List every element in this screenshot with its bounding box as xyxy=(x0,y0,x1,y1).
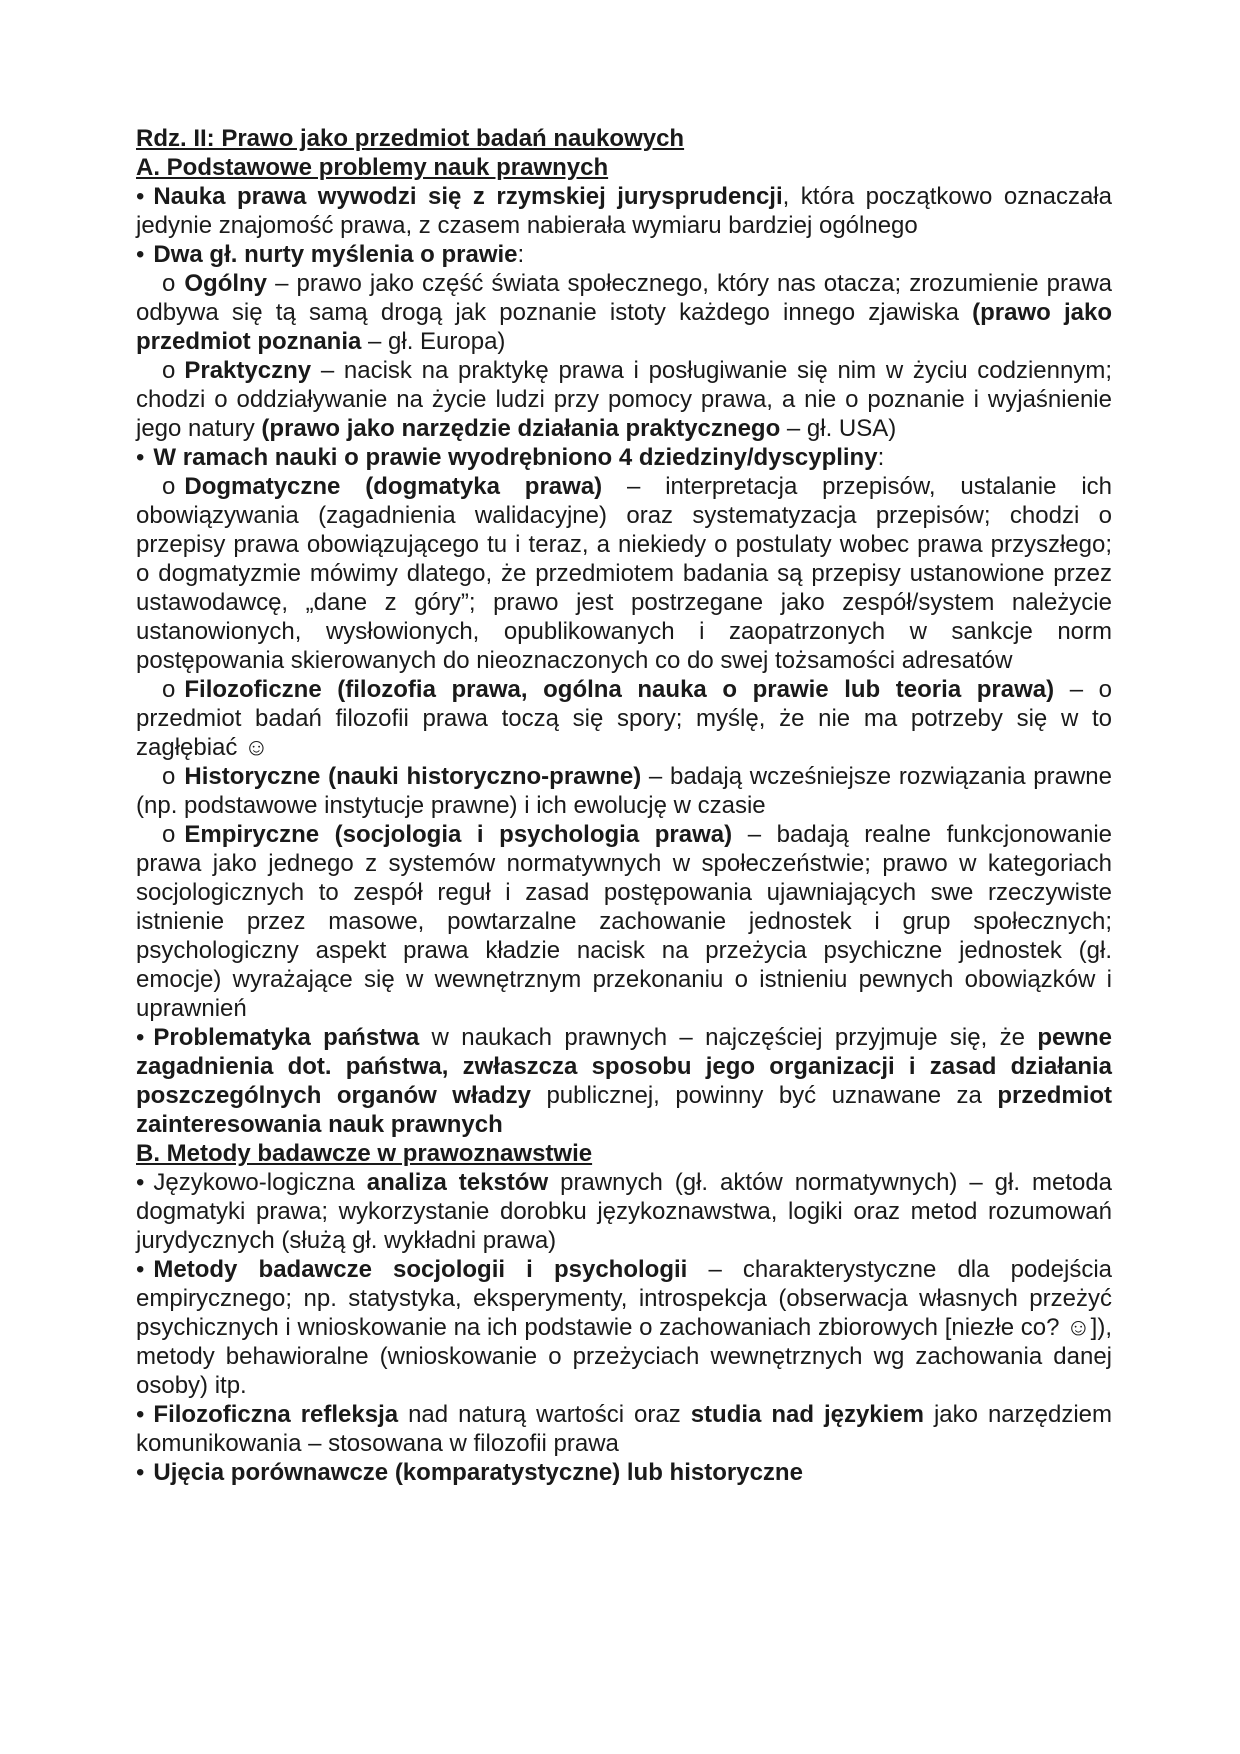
bullet-item xyxy=(136,182,1112,240)
circle-bullet-icon: o xyxy=(162,676,176,703)
text-segment: – charakterystyczne dla podejścia empirycznego; np. statystyka, eksperymenty, introspekcja (obserwacja własnych przeżyć psychicznych i wnioskowanie na ich podstawie o zachowaniach zbiorowych [niezłe co? ☺]), metody behawioralne (wnioskowanie o przeżyciach wewnętrznych wg zachowania danej osoby) itp. xyxy=(136,1256,1112,1399)
text-segment: Problematyka państwa xyxy=(153,1024,420,1051)
text-segment: nad naturą wartości oraz xyxy=(398,1401,691,1428)
text-segment: : xyxy=(517,241,525,268)
text-segment: – interpretacja przepisów, ustalanie ich obowiązywania (zagadnienia walidacyjne) oraz systematyzacja przepisów; chodzi o przepisy prawa obowiązującego tu i teraz, a niekiedy o postulaty wobec prawa przyszłego; o dogmatyzmie mówimy dlatego, że przedmiotem badania są przepisy ustanowione przez ustawodawcę, „dane z góry”; prawo jest postrzegane jako zespół/system należycie ustanowionych, wysłowionych, opublikowanych i zaopatrzonych w sankcje norm postępowania skierowanych do nieoznaczonych co do swej tożsamości adresatów xyxy=(136,473,1112,674)
bullet-icon: • xyxy=(136,183,145,210)
bullet-item xyxy=(136,1168,1112,1255)
text-segment: analiza tekstów xyxy=(366,1169,549,1196)
bullet-item xyxy=(136,240,1112,269)
text-segment: Ogólny xyxy=(184,270,268,297)
bullet-icon: • xyxy=(136,1169,145,1196)
text-segment: Empiryczne (socjologia i psychologia prawa) xyxy=(184,821,733,848)
text-segment: pewne zagadnienia dot. państwa, zwłaszcza sposobu jego organizacji i zasad działania poszczególnych organów władzy xyxy=(136,1024,1112,1109)
circle-bullet-icon: o xyxy=(162,270,176,297)
circle-bullet-icon: o xyxy=(162,821,176,848)
sub-bullet-item xyxy=(136,762,1112,820)
text-segment: Dwa gł. nurty myślenia o prawie xyxy=(153,241,518,268)
bullet-icon: • xyxy=(136,1401,145,1428)
text-segment: Metody badawcze socjologii i psychologii xyxy=(153,1256,688,1283)
bullet-item xyxy=(136,1458,1112,1487)
bullet-icon: • xyxy=(136,1256,145,1283)
text-segment: Historyczne (nauki historyczno-prawne) xyxy=(184,763,642,790)
text-segment: B. Metody badawcze w prawoznawstwie xyxy=(136,1140,593,1167)
text-segment: Językowo-logiczna xyxy=(153,1169,367,1196)
text-segment: Filozoficzne (filozofia prawa, ogólna nauka o prawie lub teoria prawa) xyxy=(184,676,1055,703)
bullet-item xyxy=(136,1023,1112,1139)
bullet-icon: • xyxy=(136,444,145,471)
bullet-icon: • xyxy=(136,1024,145,1051)
text-segment: – o przedmiot badań filozofii prawa toczą się spory; myślę, że nie ma potrzeby się w to zagłębiać ☺ xyxy=(136,676,1113,761)
sub-bullet-item xyxy=(136,675,1112,762)
text-segment: (prawo jako przedmiot poznania xyxy=(136,299,1112,355)
circle-bullet-icon: o xyxy=(162,763,176,790)
section-heading xyxy=(136,153,1112,182)
text-segment: Ujęcia porównawcze (komparatystyczne) lub historyczne xyxy=(153,1459,803,1486)
text-segment: publicznej, powinny być uznawane za xyxy=(530,1082,998,1109)
text-segment: – badają realne funkcjonowanie prawa jako jednego z systemów normatywnych w społeczeństwie; prawo w kategoriach socjologicznych to zespół reguł i zasad postępowania ujawniających swe rzeczywiste istnienie przez masowe, powtarzalne zachowanie jednostek i grup społecznych; psychologiczny aspekt prawa kładzie nacisk na przeżycia psychiczne jednostek (gł. emocje) wyrażające się w wewnętrznym przekonaniu o istnieniu pewnych obowiązków i uprawnień xyxy=(136,821,1113,1022)
circle-bullet-icon: o xyxy=(162,473,176,500)
section-heading xyxy=(136,124,1112,153)
bullet-item xyxy=(136,1400,1112,1458)
text-segment: Praktyczny xyxy=(184,357,312,384)
document-content xyxy=(136,124,1112,1487)
sub-bullet-item xyxy=(136,820,1112,1023)
bullet-icon: • xyxy=(136,1459,145,1486)
text-segment: prawnych (gł. aktów normatywnych) – gł. metoda dogmatyki prawa; wykorzystanie dorobku językoznawstwa, logiki oraz metod rozumowań jurydycznych (służą gł. wykładni prawa) xyxy=(136,1169,1113,1254)
sub-bullet-item xyxy=(136,356,1112,443)
circle-bullet-icon: o xyxy=(162,357,176,384)
text-segment: – gł. USA) xyxy=(780,415,897,442)
text-segment: – badają wcześniejsze rozwiązania prawne (np. podstawowe instytucje prawne) i ich ewolucję w czasie xyxy=(136,763,1113,819)
text-segment: (prawo jako narzędzie działania praktycznego xyxy=(261,415,781,442)
text-segment: studia nad językiem xyxy=(690,1401,925,1428)
sub-bullet-item xyxy=(136,472,1112,675)
text-segment: – prawo jako część świata społecznego, który nas otacza; zrozumienie prawa odbywa się tą samą drogą jak poznanie istoty każdego innego zjawiska xyxy=(136,270,1112,326)
text-segment: Rdz. II: Prawo jako przedmiot badań naukowych xyxy=(136,125,685,152)
text-segment: w naukach prawnych – najczęściej przyjmuje się, że xyxy=(419,1024,1038,1051)
section-heading xyxy=(136,1139,1112,1168)
bullet-item xyxy=(136,1255,1112,1400)
bullet-icon: • xyxy=(136,241,145,268)
text-segment: : xyxy=(877,444,885,471)
text-segment: A. Podstawowe problemy nauk prawnych xyxy=(136,154,609,181)
sub-bullet-item xyxy=(136,269,1112,356)
text-segment: – nacisk na praktykę prawa i posługiwanie się nim w życiu codziennym; chodzi o oddziaływanie na życie ludzi przy pomocy prawa, a nie o poznanie i wyjaśnienie jego natury xyxy=(136,357,1112,442)
text-segment: W ramach nauki o prawie wyodrębniono 4 dziedziny/dyscypliny xyxy=(153,444,878,471)
bullet-item xyxy=(136,443,1112,472)
text-segment: – gł. Europa) xyxy=(361,328,506,355)
text-segment: , która początkowo oznaczała jedynie znajomość prawa, z czasem nabierała wymiaru bardziej ogólnego xyxy=(136,183,1112,239)
text-segment: przedmiot zainteresowania nauk prawnych xyxy=(136,1082,1113,1138)
text-segment: Dogmatyczne (dogmatyka prawa) xyxy=(184,473,603,500)
text-segment: Nauka prawa wywodzi się z rzymskiej jurysprudencji xyxy=(153,183,783,210)
text-segment: Filozoficzna refleksja xyxy=(153,1401,399,1428)
text-segment: jako narzędziem komunikowania – stosowana w filozofii prawa xyxy=(136,1401,1113,1457)
